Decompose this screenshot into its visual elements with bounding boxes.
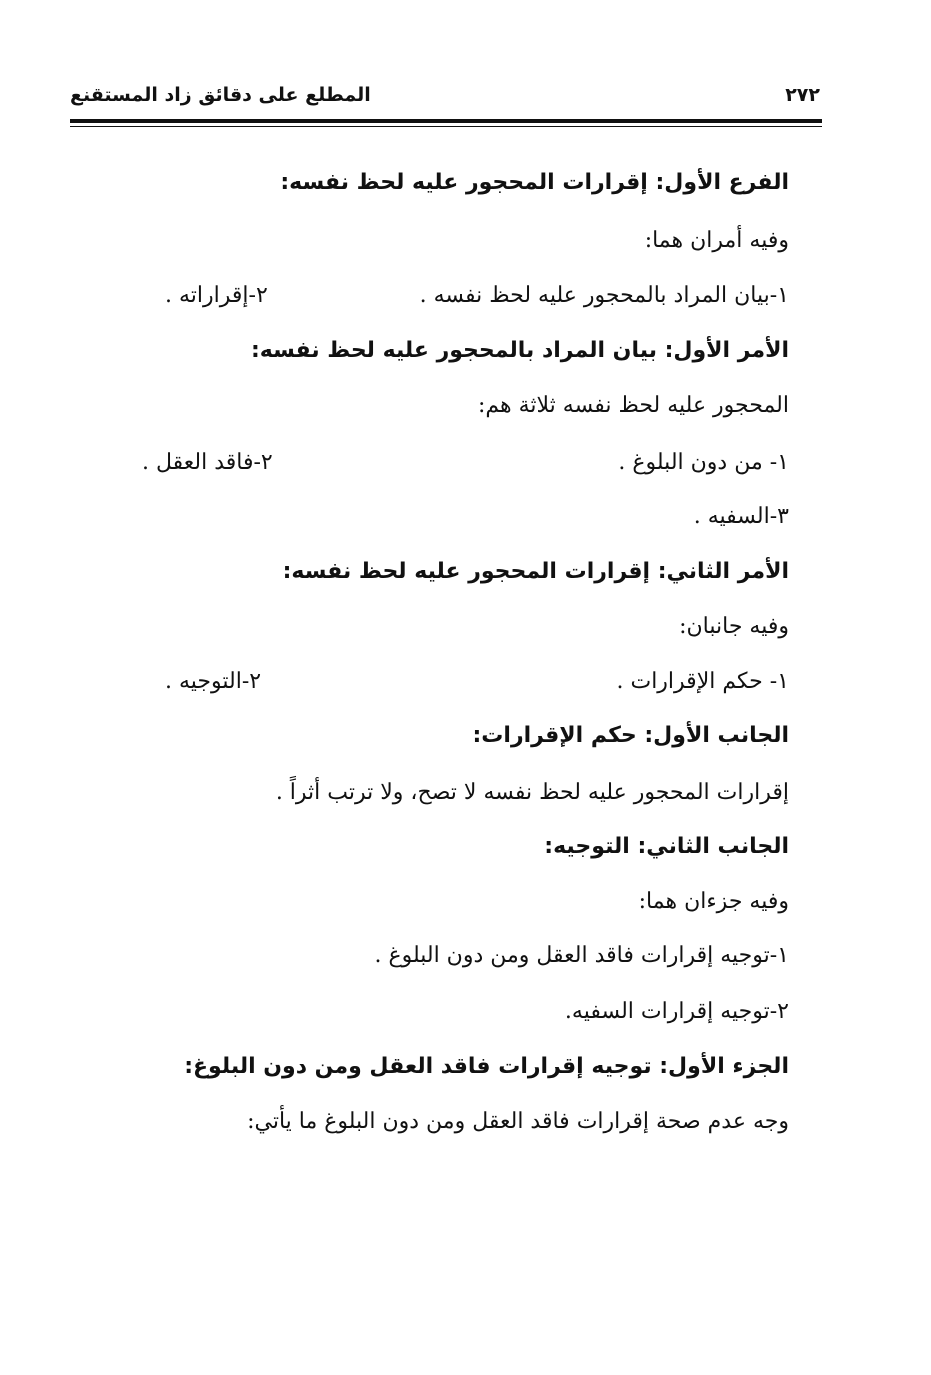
line-text: الفرع الأول: إقرارات المحجور عليه لحظ نفسه: bbox=[280, 170, 789, 195]
body-line bbox=[60, 941, 789, 971]
body-line bbox=[60, 391, 789, 421]
line-second-item: ٢-إقراراته . bbox=[165, 283, 268, 308]
heading-branch-one bbox=[60, 168, 789, 198]
body-line bbox=[60, 778, 789, 808]
line-text: ١-توجيه إقرارات فاقد العقل ومن دون البلوغ . bbox=[374, 943, 789, 968]
enumerated-line bbox=[60, 448, 789, 478]
line-second-item: ٢-فاقد العقل . bbox=[142, 450, 273, 475]
line-second-item: ٢-التوجيه . bbox=[165, 669, 262, 694]
line-text: ١- من دون البلوغ . bbox=[618, 450, 789, 475]
body-line bbox=[60, 226, 789, 256]
running-header bbox=[70, 78, 822, 114]
line-text: الجانب الأول: حكم الإقرارات: bbox=[472, 723, 789, 748]
page-number: ٢٧٢ bbox=[785, 84, 820, 106]
heading-part-one bbox=[60, 1052, 789, 1082]
heading-matter-one bbox=[60, 336, 789, 366]
header-rule-thin bbox=[70, 126, 822, 127]
body-line bbox=[60, 887, 789, 917]
line-text: الأمر الأول: بيان المراد بالمحجور عليه لحظ نفسه: bbox=[250, 338, 789, 363]
enumerated-line bbox=[60, 667, 789, 697]
line-text: ١-بيان المراد بالمحجور عليه لحظ نفسه . bbox=[419, 283, 789, 308]
line-text: وجه عدم صحة إقرارات فاقد العقل ومن دون البلوغ ما يأتي: bbox=[247, 1109, 789, 1134]
line-text: وفيه جانبان: bbox=[679, 614, 789, 639]
line-text: الجانب الثاني: التوجيه: bbox=[544, 834, 789, 859]
line-text: ١- حكم الإقرارات . bbox=[616, 669, 789, 694]
line-text: ٢-توجيه إقرارات السفيه. bbox=[564, 999, 789, 1024]
body-line bbox=[60, 1107, 789, 1137]
body-line bbox=[60, 997, 789, 1027]
body-line bbox=[60, 502, 789, 532]
line-text: المحجور عليه لحظ نفسه ثلاثة هم: bbox=[477, 393, 789, 418]
enumerated-line bbox=[60, 281, 789, 311]
line-text: ٣-السفيه . bbox=[693, 504, 789, 529]
heading-side-one bbox=[60, 721, 789, 751]
heading-matter-two bbox=[60, 557, 789, 587]
line-text: وفيه جزءان هما: bbox=[638, 889, 789, 914]
book-title: المطلع على دقائق زاد المستقنع bbox=[70, 84, 371, 106]
header-rule-thick bbox=[70, 119, 822, 123]
body-line bbox=[60, 612, 789, 642]
line-text: الأمر الثاني: إقرارات المحجور عليه لحظ نفسه: bbox=[282, 559, 789, 584]
line-text: وفيه أمران هما: bbox=[644, 228, 789, 253]
line-text: الجزء الأول: توجيه إقرارات فاقد العقل ومن دون البلوغ: bbox=[184, 1054, 789, 1079]
heading-side-two bbox=[60, 832, 789, 862]
line-text: إقرارات المحجور عليه لحظ نفسه لا تصح، ولا ترتب أثراً . bbox=[275, 780, 789, 805]
